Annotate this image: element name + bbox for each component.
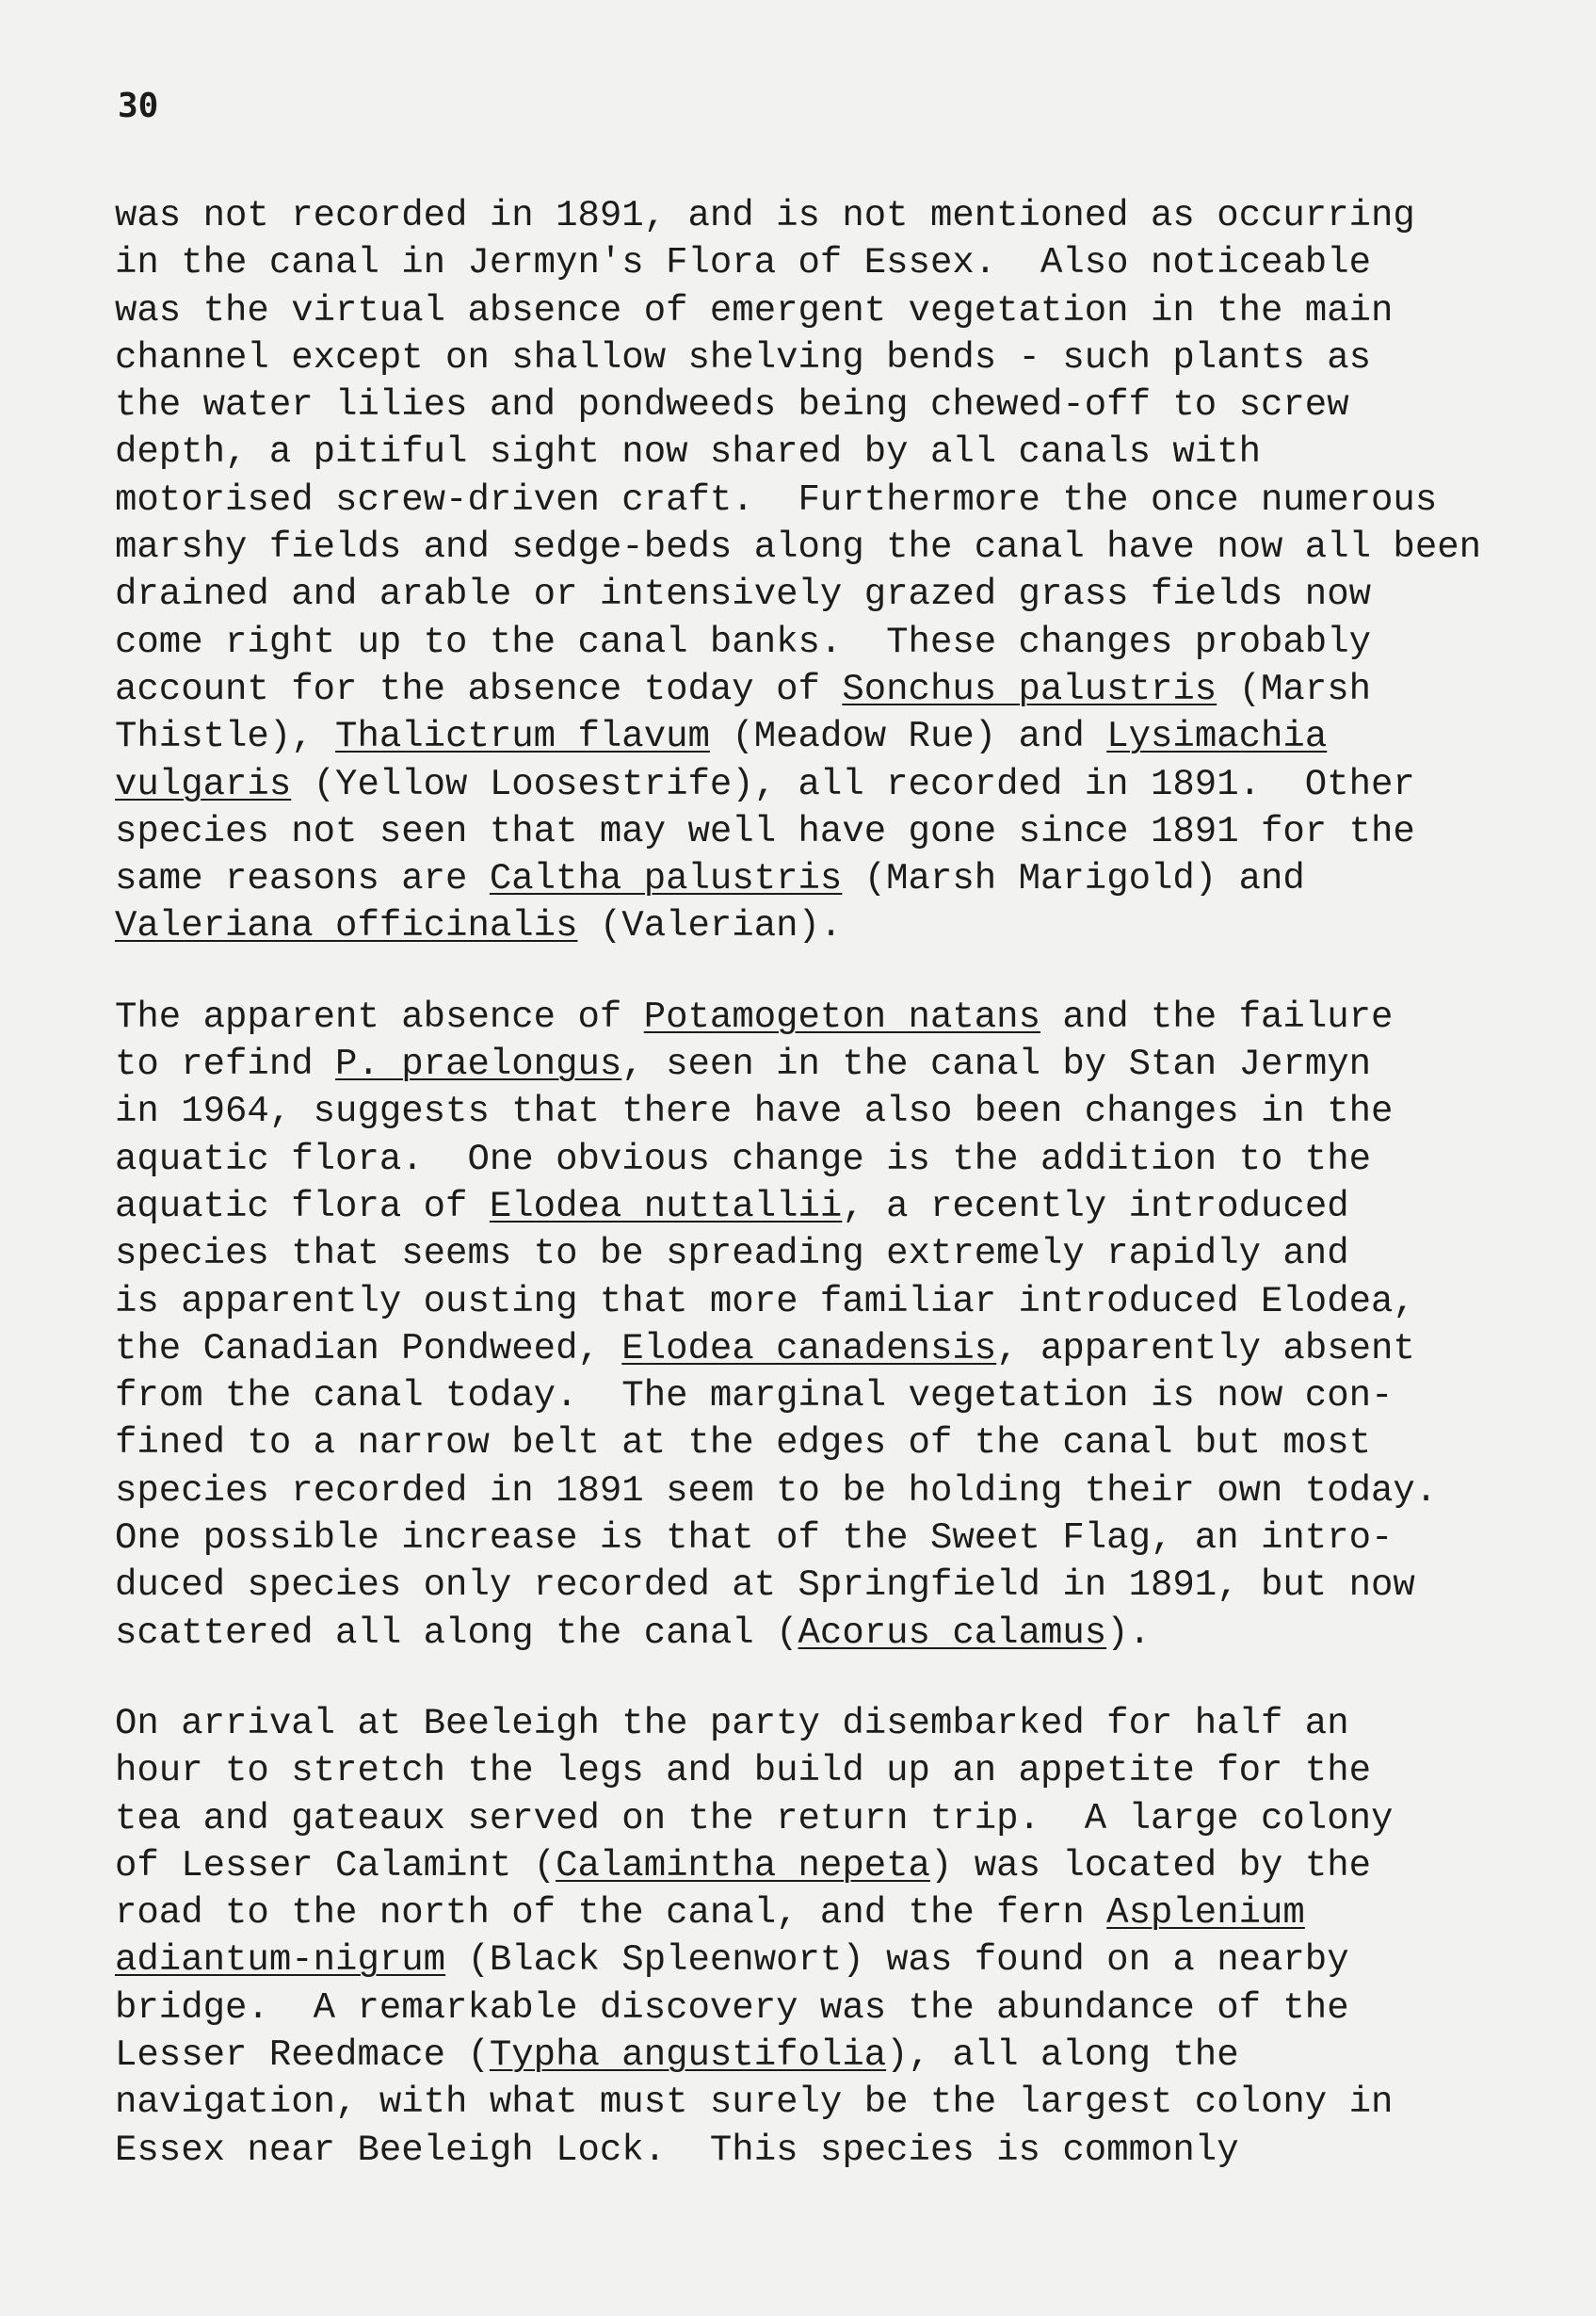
text-line: [115, 1610, 1584, 1657]
text-line: [115, 1747, 1584, 1794]
text-segment: aquatic flora of: [115, 1185, 490, 1227]
text-segment: marshy fields and sedge-beds along the canal have now all been: [115, 526, 1482, 569]
text-line: [115, 1795, 1584, 1842]
text-segment: species not seen that may well have gone since 1891 for the: [115, 810, 1415, 852]
text-segment: in the canal in Jermyn's Flora of Essex. Also noticeable: [115, 242, 1372, 284]
text-line: [115, 1230, 1584, 1277]
species-name: Calamintha nepeta: [556, 1844, 930, 1887]
text-segment: (Marsh Marigold) and: [842, 858, 1305, 900]
text-line: [115, 1325, 1584, 1372]
text-line: [115, 855, 1584, 902]
text-line: [115, 713, 1584, 760]
species-name: Caltha palustris: [489, 858, 843, 900]
text-line: [115, 192, 1584, 239]
text-segment: motorised screw-driven craft. Furthermore the once numerous: [115, 478, 1438, 521]
text-line: [115, 239, 1584, 286]
text-line: [115, 1842, 1584, 1889]
text-line: [115, 1700, 1584, 1747]
text-segment: aquatic flora. One obvious change is the addition to the: [115, 1138, 1372, 1180]
text-line: [115, 808, 1584, 855]
text-segment: ) was located by the: [929, 1844, 1372, 1887]
text-segment: (Marsh: [1217, 668, 1372, 710]
species-name: Elodea canadensis: [621, 1327, 997, 1369]
text-line: [115, 1889, 1584, 1936]
text-line: [115, 381, 1584, 429]
text-segment: , a recently introduced: [842, 1185, 1349, 1227]
text-segment: On arrival at Beeleigh the party disembarked for half an: [115, 1702, 1349, 1744]
text-segment: (Black Spleenwort) was found on a nearby: [445, 1939, 1349, 1982]
text-segment: ), all along the: [886, 2033, 1239, 2076]
body-text: [115, 192, 1584, 2217]
text-segment: tea and gateaux served on the return trip. A large colony: [115, 1797, 1394, 1839]
text-line: [115, 1984, 1584, 2032]
text-line: [115, 477, 1584, 524]
species-name: Potamogeton natans: [643, 996, 1040, 1038]
text-line: [115, 619, 1584, 666]
text-line: [115, 2127, 1584, 2174]
text-segment: come right up to the canal banks. These changes probably: [115, 621, 1372, 663]
text-segment: (Meadow Rue) and: [709, 716, 1107, 758]
text-line: [115, 1088, 1584, 1135]
text-line: [115, 761, 1584, 808]
text-line: [115, 429, 1584, 476]
text-segment: from the canal today. The marginal vegetation is now con-: [115, 1375, 1394, 1417]
text-line: [115, 571, 1584, 618]
text-line: [115, 1562, 1584, 1609]
text-segment: (Valerian).: [577, 905, 843, 947]
text-segment: depth, a pitiful sight now shared by all canals with: [115, 431, 1261, 474]
text-segment: the water lilies and pondweeds being chewed-off to screw: [115, 384, 1349, 427]
species-name: P. praelongus: [335, 1044, 622, 1086]
text-segment: was the virtual absence of emergent vegetation in the main: [115, 289, 1394, 332]
text-segment: (Yellow Loosestrife), all recorded in 1891. Other: [291, 763, 1415, 805]
text-line: [115, 1419, 1584, 1466]
text-segment: is apparently ousting that more familiar introduced Elodea,: [115, 1280, 1415, 1322]
species-name: Acorus calamus: [798, 1611, 1107, 1654]
species-name: Asplenium: [1106, 1892, 1305, 1935]
text-line: [115, 1278, 1584, 1325]
species-name: adiantum-nigrum: [115, 1939, 446, 1982]
text-segment: fined to a narrow belt at the edges of the canal but most: [115, 1422, 1372, 1465]
text-segment: was not recorded in 1891, and is not mentioned as occurring: [115, 195, 1415, 236]
species-name: Thalictrum flavum: [335, 716, 710, 758]
text-line: [115, 1936, 1584, 1984]
text-segment: navigation, with what must surely be the largest colony in: [115, 2081, 1394, 2124]
text-segment: channel except on shallow shelving bends - such plants as: [115, 336, 1372, 379]
text-line: [115, 994, 1584, 1041]
text-segment: and the failure: [1040, 996, 1394, 1038]
text-line: [115, 524, 1584, 571]
text-segment: to refind: [115, 1044, 336, 1086]
species-name: Typha angustifolia: [489, 2033, 887, 2076]
text-segment: of Lesser Calamint (: [115, 1844, 556, 1887]
text-segment: species recorded in 1891 seem to be holding their own today.: [115, 1469, 1438, 1512]
species-name: Lysimachia: [1106, 716, 1328, 758]
text-segment: Essex near Beeleigh Lock. This species is commonly: [115, 2129, 1239, 2171]
text-segment: bridge. A remarkable discovery was the abundance of the: [115, 1986, 1349, 2029]
species-name: Elodea nuttallii: [489, 1185, 843, 1227]
paragraph: [115, 994, 1584, 1657]
text-line: [115, 902, 1584, 949]
text-segment: account for the absence today of: [115, 668, 843, 710]
text-line: [115, 334, 1584, 381]
species-name: vulgaris: [115, 763, 292, 805]
species-name: Sonchus palustris: [842, 668, 1217, 710]
text-line: [115, 666, 1584, 713]
text-line: [115, 1467, 1584, 1514]
text-segment: hour to stretch the legs and build up an appetite for the: [115, 1750, 1372, 1792]
paragraph: [115, 192, 1584, 950]
text-segment: , seen in the canal by Stan Jermyn: [621, 1044, 1372, 1086]
text-line: [115, 1514, 1584, 1562]
text-line: [115, 1372, 1584, 1419]
text-line: [115, 1041, 1584, 1088]
text-line: [115, 2079, 1584, 2126]
text-segment: in 1964, suggests that there have also been changes in the: [115, 1091, 1394, 1133]
text-segment: drained and arable or intensively grazed grass fields now: [115, 574, 1372, 616]
text-line: [115, 1183, 1584, 1230]
species-name: Valeriana officinalis: [115, 905, 578, 947]
text-segment: One possible increase is that of the Sweet Flag, an intro-: [115, 1517, 1394, 1560]
paragraph: [115, 1700, 1584, 2174]
page-number: 30: [118, 87, 159, 125]
text-segment: road to the north of the canal, and the fern: [115, 1892, 1107, 1935]
text-segment: duced species only recorded at Springfield in 1891, but now: [115, 1564, 1415, 1607]
text-segment: ).: [1106, 1611, 1151, 1654]
text-segment: species that seems to be spreading extremely rapidly and: [115, 1233, 1349, 1275]
text-segment: the Canadian Pondweed,: [115, 1327, 622, 1369]
text-segment: Thistle),: [115, 716, 336, 758]
text-segment: Lesser Reedmace (: [115, 2033, 490, 2076]
text-segment: , apparently absent: [996, 1327, 1415, 1369]
text-segment: The apparent absence of: [115, 996, 644, 1038]
text-line: [115, 287, 1584, 334]
text-segment: same reasons are: [115, 858, 490, 900]
text-segment: scattered all along the canal (: [115, 1611, 798, 1654]
text-line: [115, 1136, 1584, 1183]
text-line: [115, 2032, 1584, 2079]
